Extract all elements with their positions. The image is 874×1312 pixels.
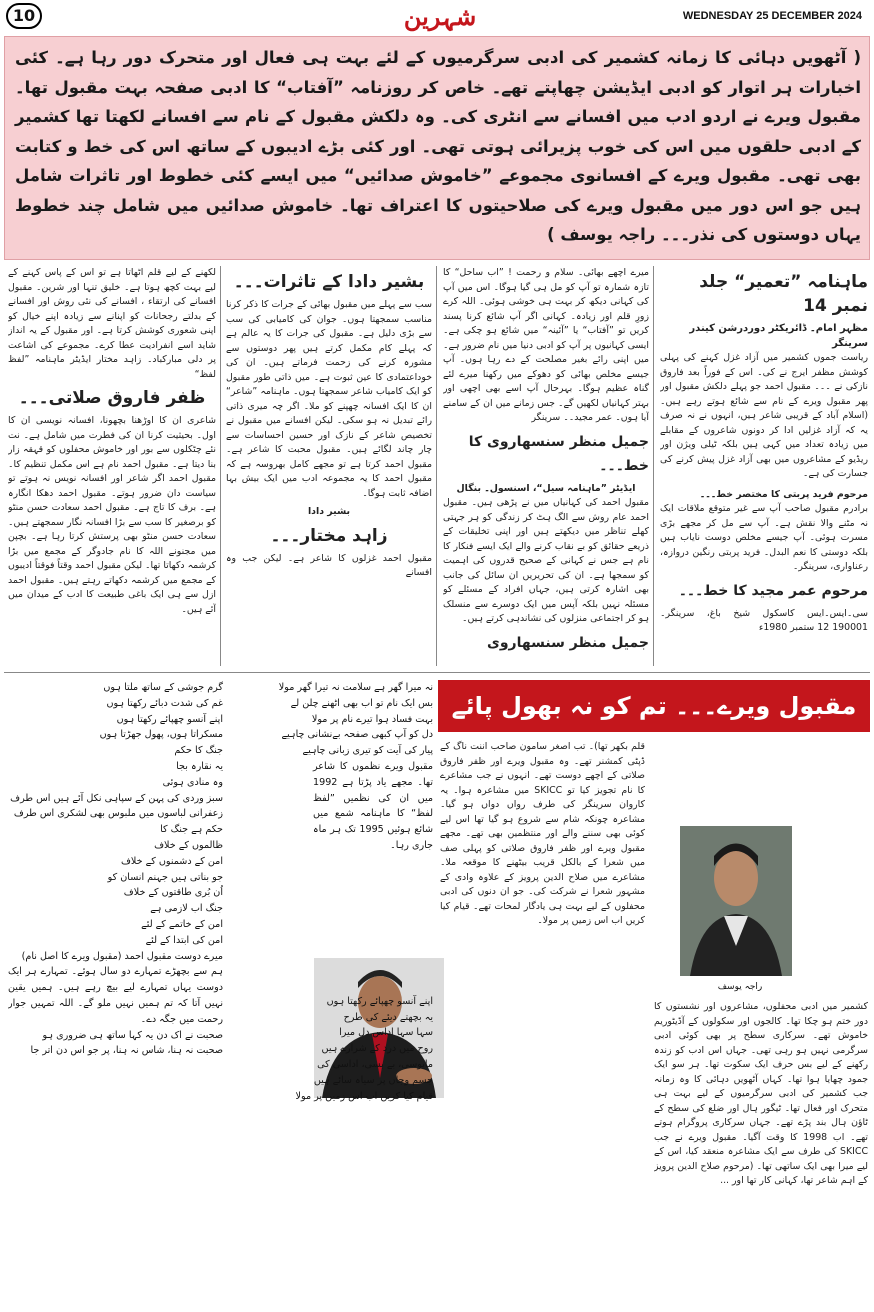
dateline: WEDNESDAY 25 DECEMBER 2024: [682, 10, 862, 22]
heading-farid-parbati: مرحوم فرید پربتی کا مختصر خط۔۔۔: [699, 488, 868, 500]
masthead-logo: شہرین: [403, 2, 477, 31]
body-zahid-continued: لکھنے کے لیے قلم اٹھاتا ہے تو اس کے پاس کہنے کے لیے بہت کچھ ہوتا ہے۔ خلیق تنہا اور شرین۔ مقبول افسانے کی ارتقاء ، افسانے کی نئی روش اور افسانے کے بدلتے رجحانات کو اپنانے سے زیادہ اپنے خیال کو اپنی شعوری کوشش کرتا ہے۔ اور مقبول کے یہ انداز شاید اسے انفرادیت عطا کرے۔ مجموعے کی اشاعت پر دلی مبارکباد۔ زاہد مختار ایڈیٹر ماہنامہ ”لفظ لفظ“: [8, 267, 216, 380]
author-caption: راجہ یوسف: [717, 982, 763, 992]
heading-zahid-mukhtar: زاہد مختار۔۔۔: [270, 525, 388, 546]
heading-jameel-manzar: جمیل منظر سنسھاروی کا خط۔۔۔: [468, 433, 649, 474]
poem-line: جسم وجاں پر سیاہ سائے ہیں: [313, 1074, 433, 1086]
column-zafar-farooq: [8, 266, 216, 666]
photo-spacer: [228, 854, 433, 994]
poem-line: میرے دوست مقبول احمد (مقبول ویرے کا اصل نام): [21, 950, 223, 962]
poem-line: جنگ کا حکم: [174, 745, 223, 757]
poem-line: سہا سہا اداس دل میرا: [339, 1027, 433, 1039]
poem-prose: مقبول ویرے نظموں کا شاعر تھا۔ مجھے یاد پڑتا ہے 1992 میں ان کی نظمیں ”لفظ لفظ“ کا ماہنامہ شمع میں شائع ہوئیں 1995 تک ہر ماہ جاری رہا۔: [313, 760, 433, 851]
column-rule: [653, 266, 654, 666]
feature-body-right: کشمیر میں ادبی محفلوں، مشاعروں اور نشستوں کا دور ختم ہو چکا تھا۔ کالجوں اور سکولوں کے آڈیٹوریم خاموش تھے۔ سرکاری سطح پر بھی کوئی ادبی سرگرمی نہیں ہو رہی تھی۔ جہاں اس ادب کو زندہ رکھنے کے لیے بس حرف ایک سکوت تھا۔ ہر سو ایک جمود چھایا ہوا تھا۔ کہاں آٹھویں دہائی کا وہ زمانہ جب کشمیر کی ادبی سرگرمیوں کے لیے بہت ہی متحرک اور فعال تھا۔ ٹیگور ہال اور ضلع کی سطح کے ٹاؤن ہال بند پڑے تھے۔ جہاں سرکاری پروگرام ہوتے تھے۔ اب 1998 کا وقت آگیا۔ مقبول ویرے نے جب SKICC کی طرف سے ایک مشاعرہ منعقد کیا، اس کے لیے میرا بھی ایک ساتھی تھا۔ (مرحوم صلاح الدین پرویز کے اہم شاعر تھا، کہانی کار تھا اور ...: [654, 1001, 868, 1186]
poem-line: مسکراتا ہوں، پھول جھڑتا ہوں: [99, 729, 223, 741]
heading-umar-majeed: مرحوم عمر مجید کا خط۔۔۔: [678, 582, 868, 599]
poem-line: یہ نقارہ بجا: [176, 760, 223, 772]
poem-line: گرم جوشی کے ساتھ ملتا ہوں: [103, 682, 223, 693]
heading-zafar-farooq: ظفر فاروق صلاتی۔۔۔: [18, 388, 206, 408]
poem-line: مایوسی، بے بسی، اداسی کی: [317, 1058, 433, 1070]
feature-title: مقبول ویرے۔۔۔ تم کو نہ بھول پائے ہم: [438, 680, 870, 732]
body-umar-majeed: سی۔ایس۔ایس کاسکول شیخ باغ، سرینگر۔ 190001 12 ستمبر 1980ء: [660, 607, 868, 633]
body-umar-letter: میرے اچھے بھائی۔ سلام و رحمت ! ”اب ساحل“ کا تازہ شمارہ تو آپ کو مل ہی گیا ہوگا۔ اس میں آپ کی کہانی دیکھ کر بہت ہی خوشی ہوئی۔ اللہ کرے زورِ قلم اور زیادہ۔ کہانی اگر آپ شائع کرنا پسند کریں تو ”آفتاب“ یا ”آئینہ“ میں شائع ہو چکی ہے۔ ایسی کہانیوں پر آپ کو ادبی دنیا میں نام ضرور ہے۔ میں اپنی رائے بغیر مصلحت کے دے رہا ہوں۔ آپ جیسے مخلص بھائی کو دھوکے میں رکھنا میرے لئے گناہ عظیم ہوگا۔ بہرحال آپ اسے بھی اچھی اور بہتر کہانیاں لکھیں گے۔ جس زمانے میں ان کے سامنے آیا ہوں۔ عمر مجید۔۔ سرینگر: [443, 267, 649, 423]
body-jameel: مقبول احمد کی کہانیاں میں نے پڑھی ہیں۔ مقبول احمد عام روش سے الگ ہٹ کر زندگی کو ہر جہتی کھلے تناظر میں دیکھتے ہیں اور اپنی تخلیقات کے ذریعے حقائق کو بے نقاب کرنے والے ایک ایسے فنکار کا نام ہے جس نے کہانی کے صحیح قدروں کی اہمیت کو سمجھا ہے۔ ان کی تحریریں ان سائل کی جانب بھی اشارہ کرتی ہیں، جہاں افراد کے مسئلے کو مسئلہ نہیں بلکہ آپس میں ایک دوسرے سے منسلک ہو کر اجتماعی منزلوں کی نشاندہی کرتے ہیں۔: [443, 497, 649, 624]
poem-prose: ہم سے بچھڑے تمہارے دو سال ہوئے۔ تمہارے ہر ایک دوست یہاں تمہارے لیے بیچ رہے ہیں۔ ہمیں یقین نہیں آتا کہ تم ہمیں نہیں ملو گے۔ اللہ تمہیں جوار رحمت میں جگہ دے۔: [8, 966, 223, 1025]
poem-line: بس ایک نام تو اب بھی اٹھنے چلن لے: [290, 697, 433, 709]
signature-basheer: بشیر دادا: [307, 506, 351, 517]
poem-line: اپنے آنسو چھپائے رکھتا ہوں: [116, 713, 223, 725]
banner-text: ( آٹھویں دہائی کا زمانہ کشمیر کی ادبی سرگرمیوں کے لئے بہت ہی فعال اور متحرک دور رہا ہے۔ کئی اخبارات ہر اتوار کو ادبی ایڈیشن چھاپتے تھے۔ خاص کر روزنامہ ”آفتاب“ کا ادبی صفحہ بہت مقبول تھا۔ مقبول ویرے نے اردو ادب میں افسانے سے انٹری کی۔ وہ دلکش مقبول کے نام سے افسانے لکھتا تھا کشمیر کے ادبی حلقوں میں اس کی خوب پزیرائی ہوتی تھی۔ اور کئی بڑے ادیبوں کے ساتھ اس کی خط و کتابت بھی تھی۔ مقبول ویرے کے افسانوی مجموعے ”خاموش صدائیں“ میں ایسے کئی خطوط اور تاثرات شامل ہیں جو اس دور میں مقبول ویرے کی صلاحیتوں کا اعتراف تھا۔ خاموش صدائیں میں شامل چند خطوط یہاں دوستوں کی نذر۔۔۔ راجہ یوسف ): [15, 48, 861, 244]
poem-line: روح میں درد کے شرارے ہیں: [321, 1043, 433, 1055]
poem-line: امن کے دشمنوں کے خلاف: [120, 855, 223, 867]
body-tameer: ریاست جموں کشمیر میں آزاد غزل کہنے کی پہلی کوشش مظفر ایرج نے کی۔ اس کے فوراً بعد فاروق نازکی نے ۔۔۔ مقبول احمد جو پہلے دلکش مقبول اور پھر مقبول ویرے کے نام سے شائع ہوتے رہے ہیں۔ (اسلام آباد کے قریبی شاعر ہیں، انہوں نے نہ صرف یہ کہ آزاد غزلیں ادا کر دونوں شاعروں کے مقابلے میں زیادہ تعداد میں کہی ہیں بلکہ ٹیلی ویژن اور ریڈیو کے مشاعروں میں بھی آزاد غزل پیش کرنے کی جسارت کی ہے۔: [660, 352, 868, 479]
poem-line: اُن بُری طاقتوں کے خلاف: [123, 887, 223, 899]
intro-banner: [4, 36, 870, 260]
poem-line: دل کو آپ کبھی صفحہ بےنشانی چاہیے: [281, 729, 433, 741]
poem-line: بہت فساد ہوا تیرے نام پر مولا: [311, 713, 433, 725]
top-bar: [0, 0, 874, 34]
body-zafar-farooq: شاعری ان کا اوڑھنا بچھونا، افسانہ نویسی ان کا اول۔ بحیثیت کرنا ان کی فطرت میں شامل ہے۔ نت نئے چٹکلوں سے بور اور خاموش محفلوں کو قہقہ زار بنا دیتا ہے۔ مقبول احمد نام ہے اس مکمل تنظیم کا۔ مقبول احمد اگر شاعر اور افسانہ نویس نہ ہوتے تو سیاست دان ضرور ہوتے۔ مقبول احمد دھکا انگارہ ہے۔ برف کا تاج ہے۔ مقبول احمد سعادت حسن منٹو کو برصغیر کا سب سے بڑا افسانہ نگار سمجھتے ہیں۔ سعادت حسن منٹو بھی پرستش کرتا رہا ہے۔ بچپن میں مجنونے اللہ کا نام جادوگر کے مجمع میں بڑا کرشمہ دکھاتا تھا۔ لیکن مقبول احمد وقتاً فوقتاً ادیبوں کے مجمع میں کرشمہ دکھاتے رہتے ہیں۔ مقبول احمد ازل سے ہی ایک باغی طبیعت کا ادب کے میدان میں آئے ہیں۔: [8, 415, 216, 615]
column-tameer-letter: [660, 266, 868, 666]
heading-basheer-dada: بشیر دادا کے تاثرات۔۔۔: [233, 272, 425, 292]
column-rule: [220, 266, 221, 666]
subheading-mazhar-imam: مظہر امام۔ ڈائریکٹر دوردرشن کیندر سرینگر: [689, 323, 868, 349]
author-photo: [680, 826, 792, 976]
poem-line: پیار کی آیت کو تیری زبانی چاہیے: [302, 745, 433, 757]
body-farid-parbati: برادرم مقبول صاحب آپ سے غیر متوقع ملاقات ایک نہ مٹنے والا نقش ہے۔ آپ سے مل کر مجھے بڑی مسرت ہوئی۔ آپ جیسے مخلص دوست نایاب ہیں بلکہ دوستی کا نعم البدل۔ فرید پربتی رنگین دروازہ، رعناواری، سرینگر۔: [660, 503, 868, 572]
feature-body-left: قلم بکھر تھا)۔ تب اصغر سامون صاحب اننت ناگ کے ڈپٹی کمشنر تھے۔ وہ مقبول ویرے اور ظفر فاروق صلاتی کے اچھے دوست تھے۔ انہوں نے جب مشاعرے کا نام تجویز کیا تو SKICC میں مشاعرہ ہوا۔ یہ کاروان سرینگر کی طرف رواں دواں ہو گیا۔ مشاعرہ چونکہ شام سے شروع ہو گیا تھا اس لیے کوئی بھی سننے والے اور منتظمین بھی تھے۔ مجھے مقبول ویرے اور ظفر فاروق صلاتی کو پہلی صف میں شعرا کے بالکل قریب بیٹھنے کا موقعہ ملا۔ مشاعرے میں صلاح الدین پرویز کے علاوہ وادی کے مشہور شعرا نے شرکت کی۔ جو ان دنوں کی ادبی محفلوں کے لیے بہت ہی یادگار لمحات تھے۔ قیام کیا کریں اب اس زمیں پر مولا۔: [440, 741, 645, 926]
poem-line: اپنے آنسو چھپائے رکھتا ہوں: [326, 995, 433, 1007]
column-rule: [436, 266, 437, 666]
poem-line: جنگ اب لازمی ہے: [150, 903, 223, 915]
poem-line: حکم ہے جنگ کا: [160, 824, 223, 836]
poem-line: یہ بچھتے دیئے کی طرح: [343, 1011, 433, 1023]
heading-tameer: ماہنامہ ”تعمیر“ جلد نمبر 14: [699, 272, 868, 316]
poem-line: سبز وردی کی پہن کے سپاہی نکل آئے ہیں اس طرف: [10, 792, 223, 804]
poem-right: [8, 680, 223, 1300]
poem-line: قیام کیا کریں اب اس زمیں پر مولا: [295, 1090, 433, 1102]
poem-line: امن کی ابتدا کے لئے: [145, 934, 223, 946]
signature-jameel: جمیل منظر سنسھاروی: [487, 634, 649, 651]
poem-line: زعفرانی لباسوں میں ملبوس بھی لشکری اس طرف: [13, 808, 223, 820]
subheading-jameel: ایڈیٹر ”ماہنامہ سیل“، اسنسول۔ بنگال: [456, 482, 636, 494]
poem-line: امن کے خاتمے کے لئے: [141, 918, 223, 930]
poem-line: غم کی شدت دبائے رکھتا ہوں: [106, 697, 223, 709]
column-umar-jameel: [443, 266, 649, 666]
poem-middle: [228, 680, 433, 1300]
body-basheer-dada: سب سے پہلے میں مقبول بھائی کے جرات کا ذکر کرنا مناسب سمجھتا ہوں۔ جوان کی کامیابی کی سب سے بڑی دلیل ہے۔ مقبول کی جرات کا یہ عالم ہے کہ پہلے کام مکمل کرتے ہیں پھر دوستوں سے مشورہ کرنے کی زحمت فرماتے ہیں۔ ان کی خوداعتمادی کا عین ثبوت ہے۔ میں ذاتی طور مقبول کو ایک کامیاب شاعر سمجھتا ہوں۔ ماہنامہ ”شاعر“ ان کا ایک افسانہ چھپنے کو ملا۔ اگر چہ میری ذاتی رائے تبدیل نہ ہو سکی۔ لیکن افسانے میں مقبول نے تخصیص شاعر کے نازک اور حسین احساسات سے چار چاند لگائے ہیں۔ مقبول محبت کا شاعر ہے۔ مقبول احمد کرتا ہے تو مجھے کامل بھروسہ ہے کہ مقبول احمد کا یہ مجموعہ ادب میں ایک بیش بہا اضافہ ثابت ہوگا۔: [226, 299, 432, 499]
poem-line: جو بناتی ہیں جہنم انسان کو: [107, 871, 223, 883]
poem-line: صحبت نہ ہنا، شاس نہ ہنا، پر جو اس دن اتر جا: [30, 1045, 223, 1057]
poem-line: نہ میرا گھر ہے سلامت نہ تیرا گھر مولا: [278, 682, 433, 693]
poem-line: ظالموں کے خلاف: [154, 839, 223, 851]
page-number: 10: [6, 3, 42, 29]
body-zahid-start: مقبول احمد غزلوں کا شاعر ہے۔ لیکن جب وہ افسانے: [226, 552, 432, 578]
poem-line: وہ منادی ہوئی: [162, 776, 223, 788]
poem-line: صحبت نے اک دن یہ کہا ساتھ ہی ضروری ہو: [42, 1029, 223, 1041]
column-basheer-dada: [226, 266, 432, 666]
section-divider: [4, 672, 870, 673]
